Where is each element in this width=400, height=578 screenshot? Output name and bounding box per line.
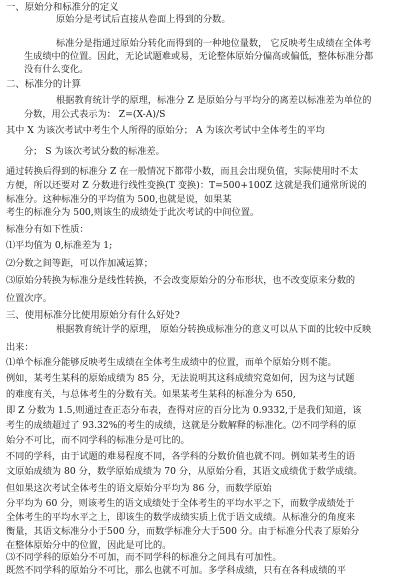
list-item: ⑵分数之间等距，可以作加减运算； <box>6 258 153 269</box>
paragraph-line: 既然不同学科的原始分不可比，那么也就不可加。多学科成绩，只有在各科成绩的平 <box>6 565 346 576</box>
paragraph-line: 始分不可比，而不同学科的标准分是可比的。 <box>6 435 190 446</box>
paragraph-line: 分平均为 60 分，则该考生的语文成绩处于全体考生的平均水平之下，而数学成绩处于 <box>6 498 355 509</box>
paragraph-line: 没有什么变化。 <box>24 64 89 75</box>
section-3-title: 三、使用标准分比使用原始分有什么好处? <box>6 310 180 321</box>
paragraph-line: 标准分。这种标准分的平均值为 500,也就是说，如果某 <box>6 194 232 205</box>
paragraph-line: 方便，所以还要对 Z 分数进行线性变换(T 变换)：T=500+100Z 这就是我们通常所说的 <box>6 180 367 191</box>
paragraph-line: 在整体原始分中的位置，因此是可比的。 <box>6 540 172 551</box>
paragraph-line: 通过转换后得到的标准分 Z 在一般情况下都带小数，而且会出现负值，实际使用时不太 <box>6 166 359 177</box>
paragraph-line: ⑴单个标准分能够反映考生成绩在全体考生成绩中的位置，而单个原始分则不能。 <box>6 357 337 368</box>
section-1-title: 一、原始分和标准分的定义 <box>6 2 119 13</box>
paragraph-line: ⑶不同学科的原始分不可加，而不同学科的标准分之间具有可加性。 <box>6 552 282 563</box>
paragraph-line: 文原始成绩为 80 分，数学原始成绩为 70 分，从原始分看，其语文成绩优于数学成绩。 <box>6 466 363 477</box>
list-item: ⑶原始分转换为标准分是线性转换，不会改变原始分的分布形状，也不改变原来分数的 <box>6 275 356 286</box>
paragraph-line: 衡量，其语文标准分小于500 分，而数学标准分大于500 分。由于标准分代表了原始分 <box>6 526 360 537</box>
list-item: ⑴平均值为 0,标准差为 1; <box>6 240 113 251</box>
paragraph-line: 的难度有关，与总体考生的分数有关。如果某考生某科的标准分为 650, <box>6 389 296 400</box>
paragraph-line: 例如，某考生某科的原始成绩为 85 分，无法说明其这科成绩究竟如何，因为这与试题 <box>6 373 355 384</box>
paragraph-line: 根据教育统计学的原理， 原始分转换成标准分的意义可以从下面的比较中反映 <box>56 324 372 335</box>
paragraph-line: 全体考生的平均水平之上，即该生的数学成绩实质上优于语文成绩。从标准分的角度来 <box>6 512 356 523</box>
paragraph-line: 考生的成绩超过了 93.32%的考生的成绩，这就是分数解释的标准化。⑵不同学科的原 <box>6 420 357 431</box>
paragraph-line: 但如果这次考试全体考生的语文原始分平均为 86 分，而数学原始 <box>6 483 272 494</box>
paragraph-line: 标准分是指通过原始分转化而得到的一种地位量数， 它反映考生成绩在全体考 <box>56 38 372 49</box>
paragraph-line: 出来： <box>6 342 34 353</box>
paragraph-line: 不同的学科，由于试题的难易程度不同，各学科的分数价值也就不同。例如某考生的语 <box>6 451 356 462</box>
paragraph-line: 根据教育统计学的原理，标准分 Z 是原始分与平均分的离差以标准差为单位的 <box>56 95 372 106</box>
paragraph-line: 生成绩中的位置。因此，无论试题难或易，无论整体原始分偏高或偏低，整体标准分都 <box>24 51 374 62</box>
list-item: 位置次序。 <box>6 293 52 304</box>
paragraph-line: 标准分有如下性质： <box>6 224 89 235</box>
section-2-title: 二、标准分的计算 <box>6 79 82 90</box>
paragraph-line: 考生的标准分为 500,则该生的成绩处于此次考试的中间位置。 <box>6 207 260 218</box>
formula-line: 分数，用公式表示为： Z=(X-A)/S <box>24 109 166 120</box>
paragraph-line: 其中 X 为该次考试中考生个人所得的原始分； A 为该次考试中全体考生的平均 <box>6 125 325 136</box>
paragraph-line: 即 Z 分数为 1.5,则通过查正态分布表，查得对应的百分比为 0.9332,于是我们知道，该 <box>6 405 362 416</box>
paragraph-line: 分； S 为该次考试分数的标准差。 <box>24 146 165 157</box>
paragraph-line: 原始分是考试后直接从卷面上得到的分数。 <box>56 14 231 25</box>
